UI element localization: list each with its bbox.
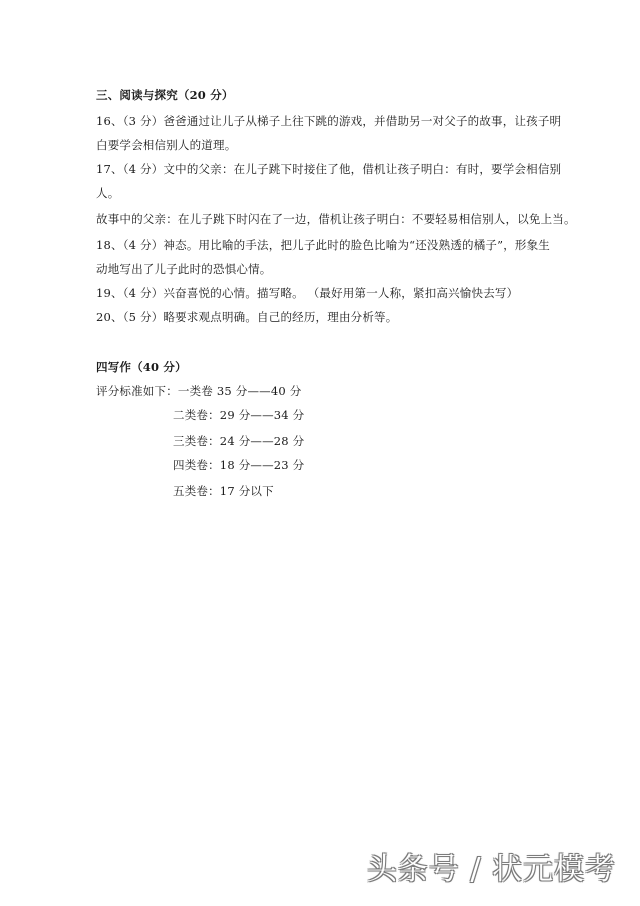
answer-line-5: 故事中的父亲：在儿子跳下时闪在了一边，借机让孩子明白：不要轻易相信别人，以免上当。 bbox=[96, 212, 576, 226]
answer-line-9: 20、（5 分）略要求观点明确。自己的经历，理由分析等。 bbox=[96, 310, 398, 324]
answer-line-6: 18、（4 分）神态。用比喻的手法，把儿子此时的脸色比喻为“还没熟透的橘子”，形象生 bbox=[96, 238, 551, 252]
answer-line-1: 16、（3 分）爸爸通过让儿子从梯子上往下跳的游戏，并借助另一对父子的故事，让孩子明 bbox=[96, 114, 562, 128]
section-3-heading: 三、阅读与探究（20 分） bbox=[96, 88, 234, 102]
criteria-line-2: 二类卷：29 分——34 分 bbox=[173, 408, 305, 422]
answer-line-2: 白要学会相信别人的道理。 bbox=[96, 138, 237, 152]
criteria-line-1: 评分标准如下：一类卷 35 分——40 分 bbox=[96, 384, 302, 398]
criteria-line-4: 四类卷：18 分——23 分 bbox=[173, 458, 305, 472]
watermark-text: 头条号 / 状元模考 bbox=[366, 852, 616, 887]
section-4-heading: 四写作（40 分） bbox=[96, 360, 187, 374]
criteria-line-3: 三类卷：24 分——28 分 bbox=[173, 434, 305, 448]
answer-line-3: 17、（4 分）文中的父亲：在儿子跳下时接住了他，借机让孩子明白：有时，要学会相信别 bbox=[96, 162, 562, 176]
answer-line-8: 19、（4 分）兴奋喜悦的心情。描写略。 （最好用第一人称，紧扣高兴愉快去写） bbox=[96, 286, 519, 300]
answer-line-4: 人。 bbox=[96, 186, 120, 200]
criteria-line-5: 五类卷：17 分以下 bbox=[173, 484, 274, 498]
answer-line-7: 动地写出了儿子此时的恐惧心情。 bbox=[96, 262, 272, 276]
